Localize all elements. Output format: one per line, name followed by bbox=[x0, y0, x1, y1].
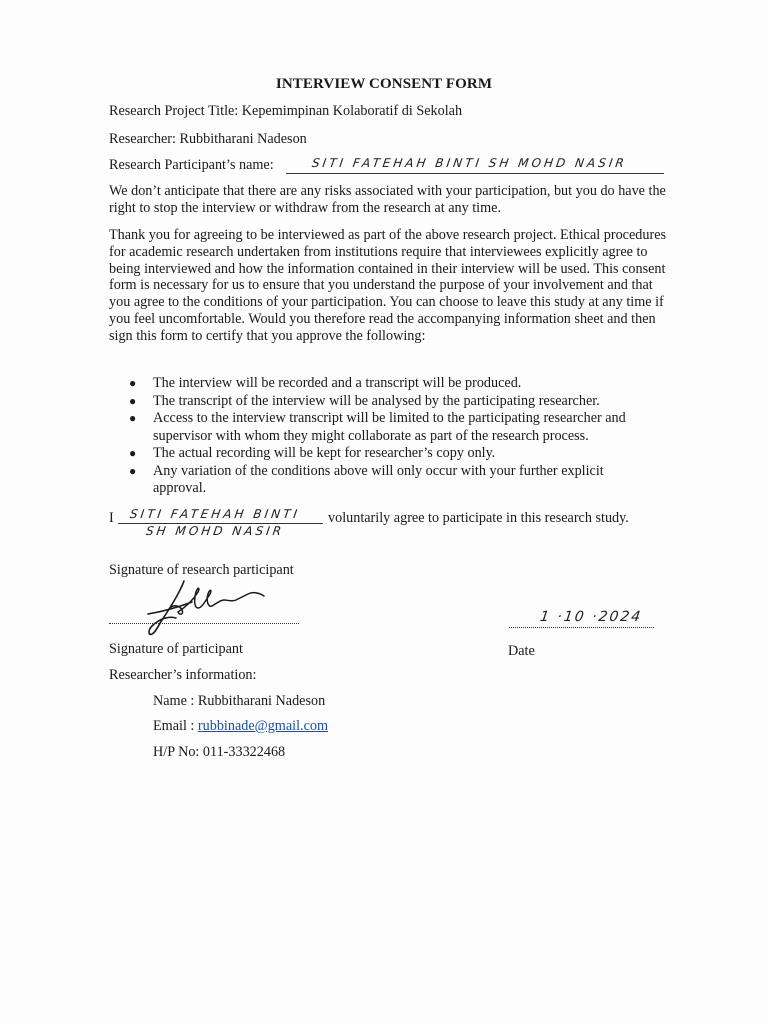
consent-prefix: I bbox=[109, 510, 114, 526]
list-item: ● The transcript of the interview will be analysed by the participating researcher. bbox=[129, 392, 600, 409]
email-label: Email : bbox=[153, 718, 198, 734]
bullet-icon: ● bbox=[129, 463, 137, 478]
participant-name-handwritten: SITI FATEHAH BINTI SH MOHD NASIR bbox=[311, 156, 628, 170]
participant-name-label: Research Participant’s name: bbox=[109, 157, 274, 173]
researcher-name: Researcher: Rubbitharani Nadeson bbox=[109, 131, 307, 147]
consent-name-line1: SITI FATEHAH BINTI bbox=[129, 507, 301, 521]
researcher-info-name: Name : Rubbitharani Nadeson bbox=[153, 693, 326, 709]
consent-statement: voluntarily agree to participate in this research study. bbox=[328, 510, 629, 526]
risk-paragraph: We don’t anticipate that there are any risks associated with your participation, but you do have the right to stop the interview or withdraw from the research at any time. bbox=[109, 183, 666, 216]
email-link[interactable]: rubbinade@gmail.com bbox=[197, 718, 328, 734]
date-label: Date bbox=[508, 643, 535, 659]
project-title: Research Project Title: Kepemimpinan Kolaboratif di Sekolah bbox=[109, 103, 463, 119]
conditions-list bbox=[109, 375, 649, 498]
researcher-info-phone: H/P No: 011-33322468 bbox=[153, 744, 286, 760]
signature-image bbox=[140, 578, 275, 638]
signature-label: Signature of participant bbox=[109, 641, 243, 657]
signature-line bbox=[109, 623, 299, 624]
date-line bbox=[509, 627, 654, 628]
list-item: ● The interview will be recorded and a transcript will be produced. bbox=[129, 375, 522, 391]
list-item: ● The actual recording will be kept for researcher’s copy only. bbox=[129, 445, 496, 461]
date-handwritten: 1 ·10 ·2024 bbox=[538, 609, 644, 625]
signature-heading: Signature of research participant bbox=[109, 562, 294, 578]
form-title: INTERVIEW CONSENT FORM bbox=[275, 76, 493, 92]
researcher-info-heading: Researcher’s information: bbox=[109, 667, 257, 683]
bullet-icon: ● bbox=[129, 411, 137, 425]
bullet-icon: ● bbox=[129, 446, 137, 460]
bullet-icon: ● bbox=[129, 393, 137, 408]
list-item: ● Any variation of the conditions above will only occur with your further explicit approval. bbox=[129, 462, 604, 496]
researcher-info-email bbox=[153, 718, 328, 735]
consent-name-line2: SH MOHD NASIR bbox=[145, 524, 285, 538]
list-item: ● Access to the interview transcript will be limited to the participating researcher and supervisor with whom they might collaborate as part of the research process. bbox=[129, 410, 626, 444]
consent-paragraph: Thank you for agreeing to be interviewed as part of the above research project. Ethical procedures for academic research undertaken from institutions require that interviewees explicitly agree to being interviewed and how the information contained in their interview will be used. This consent form is necessary for us to ensure that you understand the purpose of your involvement and that you agree to the conditions of your participation. You can choose to leave this study at any time if you feel uncomfortable. Would you therefore read the accompanying information sheet and then sign this form to certify that you approve the following: bbox=[109, 227, 667, 344]
bullet-icon: ● bbox=[129, 376, 137, 390]
participant-name-underline bbox=[286, 173, 664, 174]
